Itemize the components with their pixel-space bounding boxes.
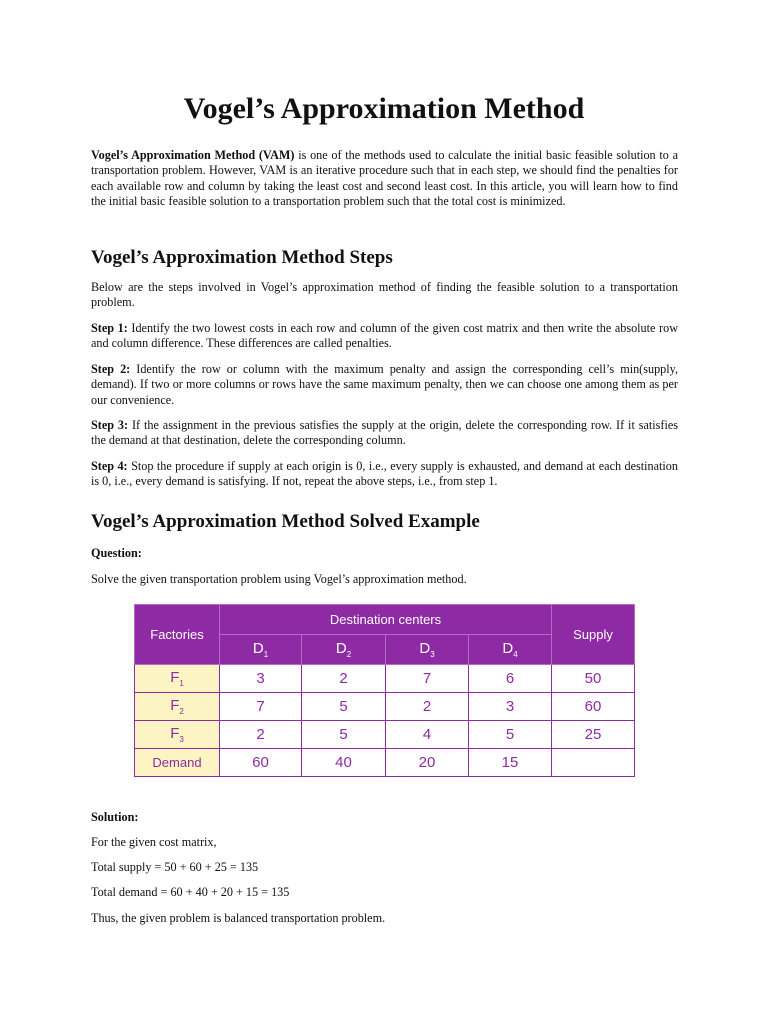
intro-bold-term: Vogel’s Approximation Method (VAM) <box>91 148 295 162</box>
destination-header: $D_4$ <box>469 635 552 665</box>
cost-cell: 3 <box>220 665 302 693</box>
factory-label: $F_2$ <box>135 693 220 721</box>
demand-cell: 20 <box>386 749 469 777</box>
step-label: Step 4: <box>91 459 128 473</box>
step-label: Step 2: <box>91 362 131 376</box>
solution-line: Thus, the given problem is balanced transportation problem. <box>91 911 386 925</box>
steps-lead: Below are the steps involved in Vogel’s approximation method of finding the feasible solution to a transportation problem. <box>91 280 678 310</box>
step-1 <box>91 321 678 352</box>
cost-cell: 3 <box>469 693 552 721</box>
destination-header: $D_2$ <box>302 635 386 665</box>
question-text: Solve the given transportation problem using Vogel’s approximation method. <box>91 572 467 586</box>
cost-cell: 7 <box>220 693 302 721</box>
supply-cell: 60 <box>552 693 635 721</box>
empty-cell <box>552 749 635 777</box>
cost-cell: 2 <box>220 721 302 749</box>
demand-cell: 15 <box>469 749 552 777</box>
factory-label: $F_1$ <box>135 665 220 693</box>
step-3 <box>91 418 678 449</box>
solution-line: Total supply = 50 + 60 + 25 = 135 <box>91 860 259 874</box>
factory-label: $F_3$ <box>135 721 220 749</box>
demand-cell: 40 <box>302 749 386 777</box>
steps-heading: Vogel’s Approximation Method Steps <box>91 247 393 268</box>
step-text: If the assignment in the previous satisfies the supply at the origin, delete the corresponding row. If it satisfies the demand at that destination, delete the corresponding column. <box>91 418 678 448</box>
cost-cell: 2 <box>302 665 386 693</box>
supply-header: Supply <box>552 605 635 665</box>
demand-label: Demand <box>135 749 220 777</box>
supply-cell: 50 <box>552 665 635 693</box>
step-text: Identify the two lowest costs in each row and column of the given cost matrix and then write the absolute row and column difference. These differences are called penalties. <box>91 321 679 351</box>
factories-header: Factories <box>135 605 220 665</box>
intro-text: is one of the methods used to calculate the initial basic feasible solution to a transportation problem. However, VAM is an iterative procedure such that in each step, we should find the penalties for each available row and column by taking the least cost and second least cost. In this article, you will learn how to find the initial basic feasible solution to a transportation problem such that the total cost is minimized. <box>91 148 678 209</box>
cost-cell: 5 <box>302 721 386 749</box>
destination-centers-header: Destination centers <box>220 605 552 635</box>
cost-cell: 6 <box>469 665 552 693</box>
question-label: Question: <box>91 546 142 560</box>
solution-line: For the given cost matrix, <box>91 835 217 849</box>
cost-matrix-table <box>134 604 635 777</box>
intro-paragraph <box>91 148 678 210</box>
cost-cell: 5 <box>302 693 386 721</box>
step-2 <box>91 362 678 408</box>
cost-cell: 4 <box>386 721 469 749</box>
destination-header: $D_1$ <box>220 635 302 665</box>
solution-label: Solution: <box>91 810 139 824</box>
cost-cell: 7 <box>386 665 469 693</box>
cost-cell: 5 <box>469 721 552 749</box>
demand-cell: 60 <box>220 749 302 777</box>
destination-header: $D_3$ <box>386 635 469 665</box>
supply-cell: 25 <box>552 721 635 749</box>
page-title: Vogel’s Approximation Method <box>183 92 585 125</box>
step-label: Step 3: <box>91 418 129 432</box>
step-4 <box>91 459 678 490</box>
table-row <box>135 693 635 721</box>
cost-cell: 2 <box>386 693 469 721</box>
table-row <box>135 665 635 693</box>
step-text: Identify the row or column with the maximum penalty and assign the corresponding cell’s min(supply, demand). If two or more columns or rows have the same maximum penalty, then we can choose one among them as per our convenience. <box>91 362 678 407</box>
step-label: Step 1: <box>91 321 128 335</box>
table-row <box>135 721 635 749</box>
demand-row <box>135 749 635 777</box>
example-heading: Vogel’s Approximation Method Solved Example <box>91 511 480 532</box>
solution-line: Total demand = 60 + 40 + 20 + 15 = 135 <box>91 885 290 899</box>
step-text: Stop the procedure if supply at each origin is 0, i.e., every supply is exhausted, and demand at each destination is 0, i.e., every demand is satisfying. If not, repeat the above steps, i.e., from step 1. <box>91 459 678 489</box>
